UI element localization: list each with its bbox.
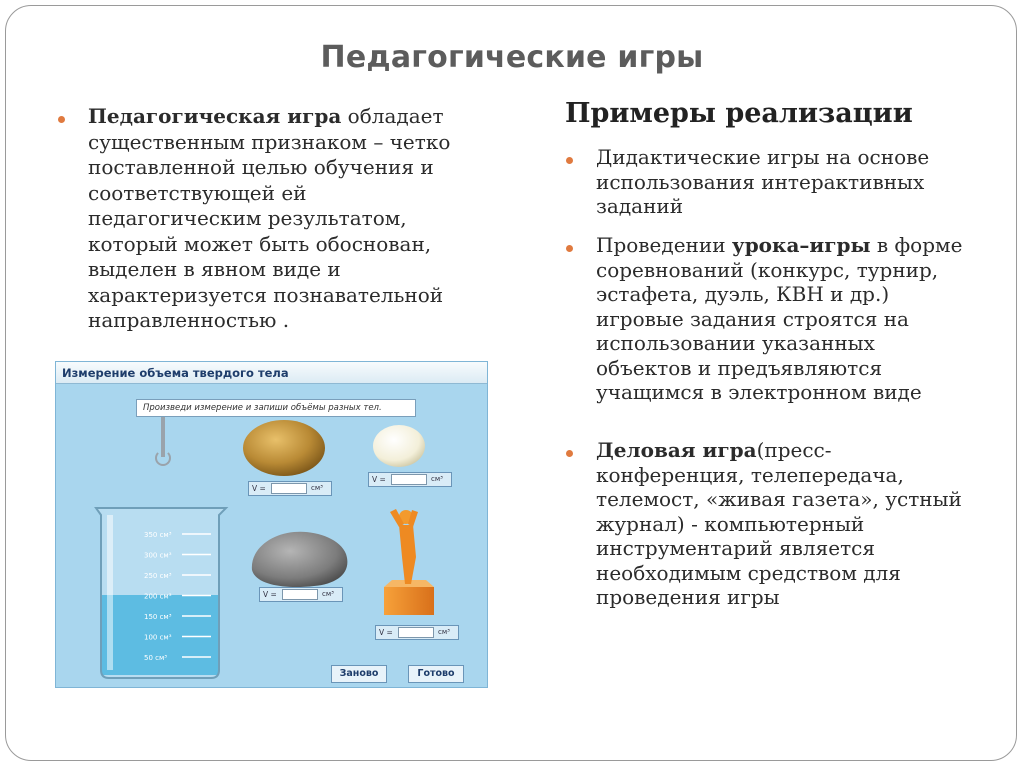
volume-prefix: V = [252, 484, 266, 493]
volume-unit: см³ [322, 590, 334, 598]
example-item-2-pre: Проведении [596, 233, 732, 257]
example-item-2-bold: урока–игры [731, 233, 871, 257]
volume-unit: см³ [311, 484, 323, 492]
example-item-2-post: в форме соревнований (конкурс, турнир, эстафета, дуэль, КВН и др.) игровые задания строятся на использовании указанных объектов и предъявляются учащимся в электронном виде [596, 233, 963, 404]
volume-input-statue[interactable] [398, 627, 434, 638]
reset-button[interactable]: Заново [331, 665, 387, 683]
beaker-tick-label: 250 см³ [144, 572, 172, 580]
volume-unit: см³ [438, 628, 450, 636]
lab-header: Измерение объема твердого тела [56, 362, 487, 384]
examples-heading: Примеры реализации [565, 98, 913, 129]
volume-input-egg[interactable] [391, 474, 427, 485]
volume-prefix: V = [263, 590, 277, 599]
slide-title: Педагогические игры [320, 40, 704, 75]
volume-box-statue [375, 625, 459, 640]
beaker-tick-label: 350 см³ [144, 531, 172, 539]
volume-prefix: V = [372, 475, 386, 484]
bullet-dot [566, 157, 573, 164]
lab-simulation-panel [55, 361, 488, 688]
beaker-tick-label: 300 см³ [144, 551, 172, 560]
example-item-3-post: (пресс-конференция, телепередача, телемост, «живая газета», устный журнал) - компьютерный инструментарий является необходимым средством для проведения игры [596, 438, 962, 609]
volume-input-stone[interactable] [282, 589, 318, 600]
beaker-tick-label: 200 см³ [144, 592, 172, 601]
bullet-dot [58, 116, 65, 123]
example-item-2 [596, 233, 976, 405]
beaker-tick-label: 100 см³ [144, 633, 172, 642]
example-item-3 [596, 438, 976, 610]
left-rest: обладает существенным признаком – четко поставленной целью обучения и соответствующей ей педагогическим результатом, который может быть обоснован, выделен в явном виде и характеризуется познавательной направленностью . [88, 104, 451, 332]
left-paragraph [88, 104, 478, 334]
volume-box-potato [248, 481, 332, 496]
example-item-3-bold: Деловая игра [596, 438, 757, 462]
example-item-1: Дидактические игры на основе использования интерактивных заданий [596, 145, 930, 218]
volume-input-potato[interactable] [271, 483, 307, 494]
bullet-dot [566, 245, 573, 252]
left-bold-term: Педагогическая игра [88, 104, 342, 128]
lab-instruction: Произведи измерение и запиши объёмы разных тел. [136, 399, 416, 417]
volume-prefix: V = [379, 628, 393, 637]
bullet-dot [566, 450, 573, 457]
beaker-tick-label: 50 см³ [144, 654, 168, 662]
beaker-tick-label: 150 см³ [144, 613, 172, 621]
done-button[interactable]: Готово [408, 665, 464, 683]
volume-box-egg [368, 472, 452, 487]
volume-box-stone [259, 587, 343, 602]
volume-unit: см³ [431, 475, 443, 483]
